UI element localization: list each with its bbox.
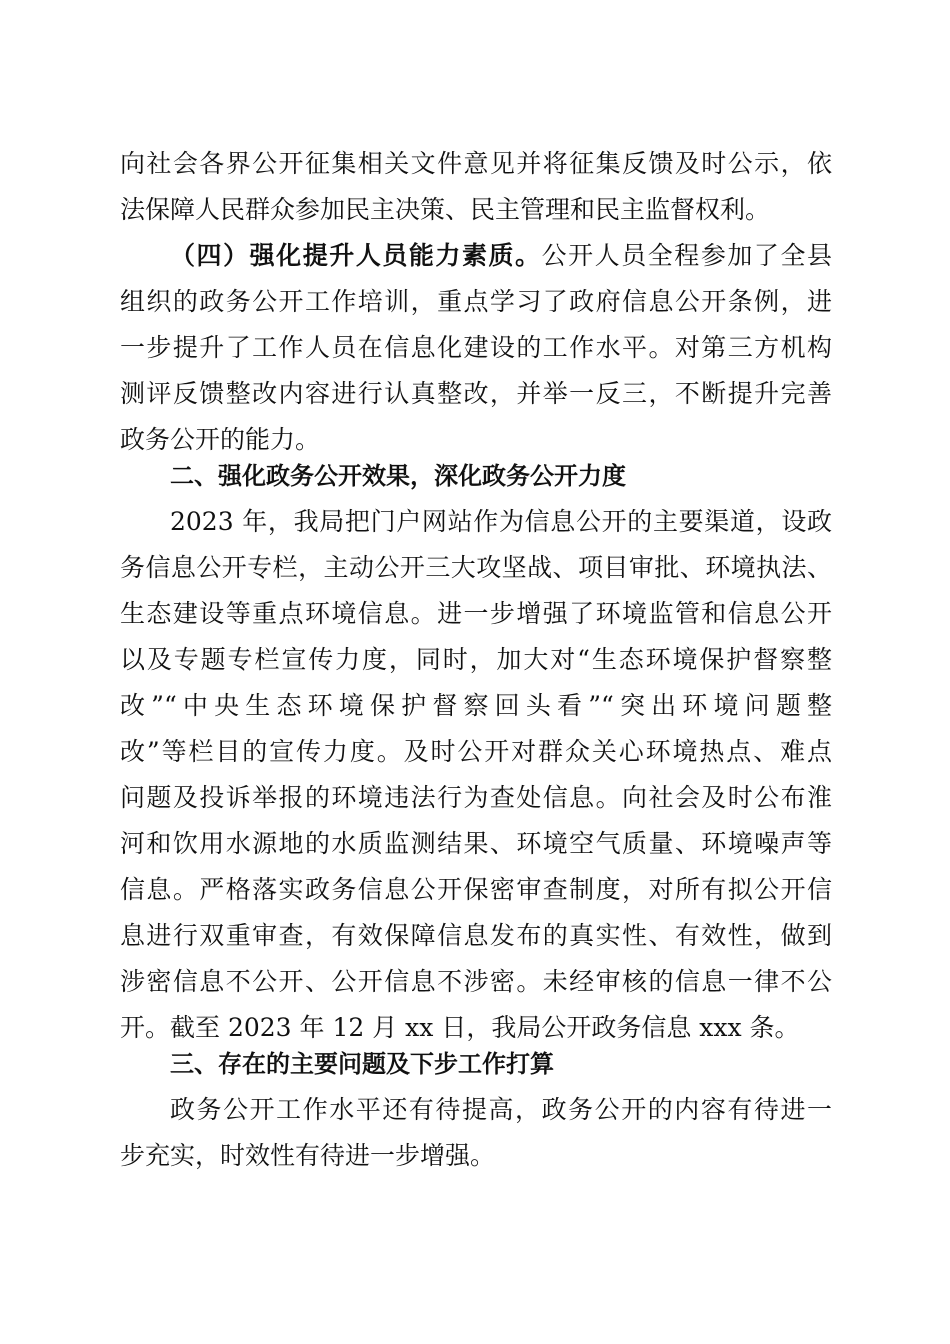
paragraph-line: 以及专题专栏宣传力度，同时，加大对“生态环境保护督察整 bbox=[120, 645, 832, 674]
paragraph-line: 息进行双重审查，有效保障信息发布的真实性、有效性，做到 bbox=[120, 921, 832, 950]
paragraph-line: 向社会各界公开征集相关文件意见并将征集反馈及时公示，依 bbox=[120, 149, 832, 178]
paragraph-line: 问题及投诉举报的环境违法行为查处信息。向社会及时公布淮 bbox=[120, 783, 832, 812]
section-heading: 三、存在的主要问题及下步工作打算 bbox=[170, 1050, 554, 1078]
paragraph-line bbox=[170, 240, 832, 272]
paragraph-text: 公开人员全程参加了全县 bbox=[541, 241, 832, 270]
paragraph-line: 务信息公开专栏，主动公开三大攻坚战、项目审批、环境执法、 bbox=[120, 553, 832, 582]
paragraph-line: 组织的政务公开工作培训，重点学习了政府信息公开条例，进 bbox=[120, 287, 832, 316]
paragraph-line: 涉密信息不公开、公开信息不涉密。未经审核的信息一律不公 bbox=[120, 967, 832, 996]
paragraph-line: 信息。严格落实政务信息公开保密审查制度，对所有拟公开信 bbox=[120, 875, 832, 904]
section-lead: （四）强化提升人员能力素质。 bbox=[170, 241, 542, 270]
paragraph-line: 政务公开的能力。 bbox=[120, 425, 321, 454]
paragraph-line: 法保障人民群众参加民主决策、民主管理和民主监督权利。 bbox=[120, 195, 771, 224]
paragraph-line: 改”“中央生态环境保护督察回头看”“突出环境问题整 bbox=[120, 691, 832, 720]
paragraph-line: 政务公开工作水平还有待提高，政务公开的内容有待进一 bbox=[170, 1095, 832, 1124]
paragraph-line: 一步提升了工作人员在信息化建设的工作水平。对第三方机构 bbox=[120, 333, 832, 362]
paragraph-line: 步充实，时效性有待进一步增强。 bbox=[120, 1141, 496, 1170]
paragraph-line: 测评反馈整改内容进行认真整改，并举一反三，不断提升完善 bbox=[120, 379, 832, 408]
section-heading: 二、强化政务公开效果，深化政务公开力度 bbox=[170, 462, 626, 490]
paragraph-line: 河和饮用水源地的水质监测结果、环境空气质量、环境噪声等 bbox=[120, 829, 832, 858]
paragraph-line: 开。截至 2023 年 12 月 xx 日，我局公开政务信息 xxx 条。 bbox=[120, 1013, 800, 1042]
paragraph-line: 生态建设等重点环境信息。进一步增强了环境监管和信息公开 bbox=[120, 599, 832, 628]
paragraph-line: 改”等栏目的宣传力度。及时公开对群众关心环境热点、难点 bbox=[120, 737, 832, 766]
paragraph-line: 2023 年，我局把门户网站作为信息公开的主要渠道，设政 bbox=[170, 507, 832, 536]
